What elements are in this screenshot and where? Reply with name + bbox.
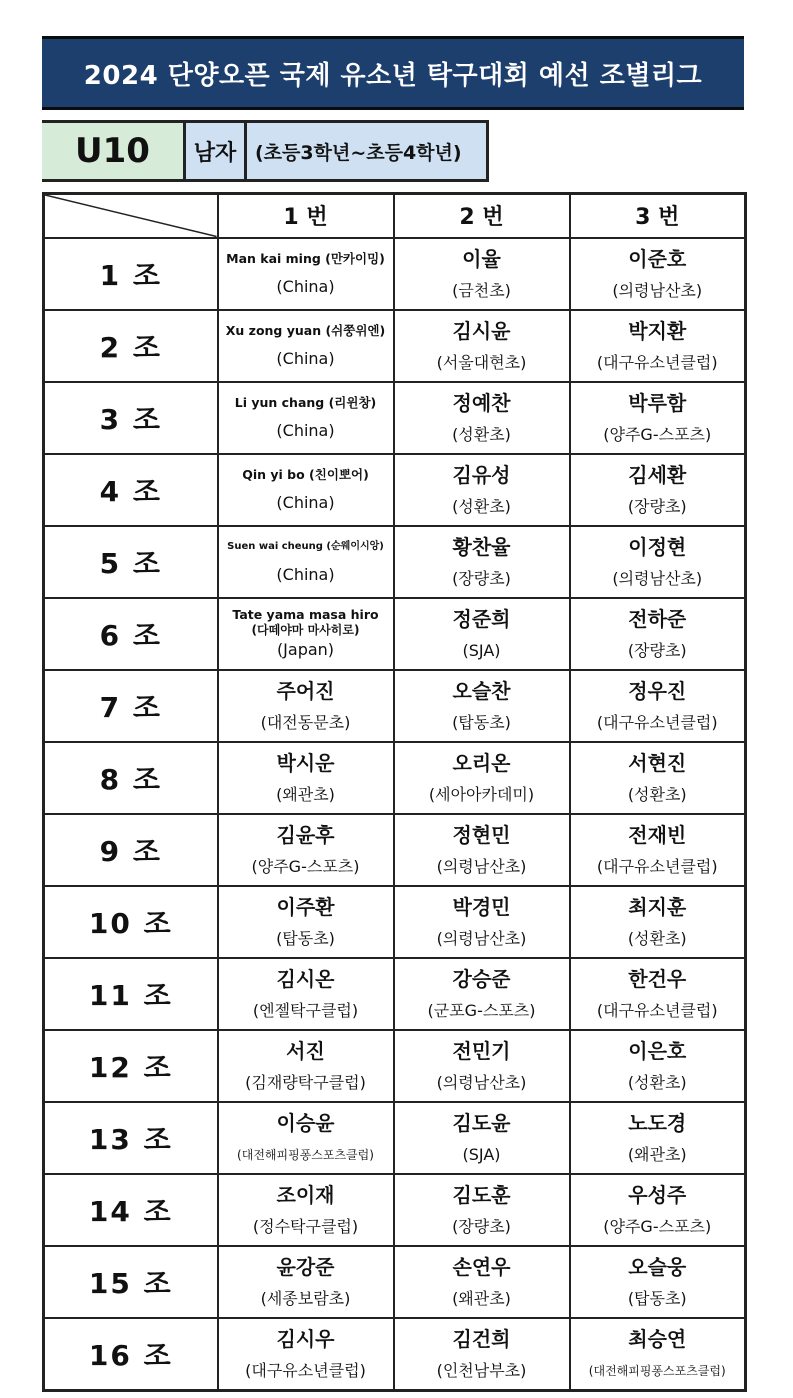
- player-name: 전민기: [452, 1038, 511, 1063]
- player-name: 오슬찬: [452, 678, 511, 703]
- player-cell: [570, 886, 746, 958]
- division-label: U10: [42, 120, 183, 182]
- group-label: 3 조: [44, 382, 218, 454]
- player-name: Li yun chang (리윈창): [234, 394, 377, 410]
- player-cell: [570, 598, 746, 670]
- player-cell: [218, 1318, 394, 1391]
- player-club: (탑동초): [276, 928, 335, 948]
- player-name: 주어진: [276, 678, 335, 703]
- player-name: 김유성: [452, 462, 511, 487]
- player-club: (세아아카데미): [428, 784, 535, 804]
- player-club: (의령남산초): [612, 280, 703, 300]
- player-cell: [570, 310, 746, 382]
- player-club: (의령남산초): [436, 856, 527, 876]
- player-club: (장량초): [627, 496, 687, 516]
- player-name: 이준호: [628, 246, 687, 271]
- group-row: [44, 1102, 746, 1174]
- player-cell: [394, 598, 570, 670]
- player-cell: [394, 1102, 570, 1174]
- group-row: [44, 958, 746, 1030]
- page-title: 2024 단양오픈 국제 유소년 탁구대회 예선 조별리그: [83, 60, 703, 91]
- group-row: [44, 814, 746, 886]
- player-club: (성환초): [627, 928, 687, 948]
- player-cell: [570, 1246, 746, 1318]
- player-club: (China): [276, 276, 335, 296]
- group-label: 7 조: [44, 670, 218, 742]
- player-cell: [218, 454, 394, 526]
- player-name: 손연우: [452, 1254, 511, 1279]
- player-name: 김윤후: [276, 822, 335, 847]
- player-club: (대전해피핑퐁스포츠클럽): [237, 1147, 374, 1162]
- player-name: 조이재: [276, 1182, 335, 1207]
- player-club: (군포G-스포츠): [427, 1000, 536, 1020]
- player-cell: [218, 958, 394, 1030]
- player-name: 이승윤: [276, 1110, 335, 1135]
- player-name: 김시온: [276, 966, 335, 991]
- player-cell: [218, 238, 394, 310]
- player-cell: [394, 1030, 570, 1102]
- player-name: 정현민: [452, 822, 511, 847]
- player-club: (SJA): [462, 1144, 501, 1164]
- group-row: [44, 598, 746, 670]
- group-label: 6 조: [44, 598, 218, 670]
- player-club: (성환초): [452, 424, 511, 444]
- player-name: Man kai ming (만카이밍): [226, 250, 385, 266]
- group-label: 11 조: [44, 958, 218, 1030]
- player-cell: [394, 742, 570, 814]
- player-cell: [394, 1318, 570, 1391]
- player-cell: [218, 1246, 394, 1318]
- player-cell: [570, 382, 746, 454]
- player-name: 서진: [286, 1038, 325, 1063]
- player-name: Xu zong yuan (쉬쭝위엔): [225, 322, 386, 338]
- player-cell: [570, 1102, 746, 1174]
- group-row: [44, 886, 746, 958]
- player-club: (대전동문초): [260, 712, 351, 732]
- group-row: [44, 1318, 746, 1391]
- group-label: 4 조: [44, 454, 218, 526]
- player-name: Tate yama masa hiro: [232, 607, 379, 622]
- group-row: [44, 1174, 746, 1246]
- group-row: [44, 382, 746, 454]
- player-cell: [218, 598, 394, 670]
- player-cell: [394, 1246, 570, 1318]
- player-name: 윤강준: [276, 1254, 335, 1279]
- player-club: (금천초): [452, 280, 511, 300]
- player-club: (성환초): [452, 496, 511, 516]
- group-label: 1 조: [44, 238, 218, 310]
- group-label: 13 조: [44, 1102, 218, 1174]
- player-cell: [570, 454, 746, 526]
- player-cell: [570, 1174, 746, 1246]
- player-club: (장량초): [452, 568, 511, 588]
- player-cell: [570, 742, 746, 814]
- player-cell: [570, 526, 746, 598]
- group-row: [44, 742, 746, 814]
- player-name: 노도경: [628, 1110, 687, 1135]
- player-club: (의령남산초): [436, 928, 527, 948]
- player-name: 오리온: [452, 750, 511, 775]
- player-name: 정예찬: [452, 390, 511, 415]
- player-cell: [570, 238, 746, 310]
- player-name: 김도훈: [452, 1182, 511, 1207]
- player-cell: [394, 238, 570, 310]
- player-cell: [394, 1174, 570, 1246]
- player-name: 김시윤: [452, 318, 511, 343]
- group-row: [44, 238, 746, 310]
- player-cell: [394, 526, 570, 598]
- player-club: (김재량탁구클럽): [245, 1072, 366, 1092]
- player-cell: [218, 1030, 394, 1102]
- player-cell: [570, 814, 746, 886]
- corner-diagonal-cell: [44, 194, 218, 238]
- player-club: (장량초): [627, 640, 687, 660]
- player-club: (Japan): [276, 640, 335, 659]
- player-club: (탑동초): [627, 1288, 687, 1308]
- group-row: [44, 670, 746, 742]
- player-name: 황찬율: [452, 534, 511, 559]
- player-club: (왜관초): [627, 1144, 687, 1164]
- player-club: (대구유소년클럽): [596, 352, 718, 372]
- player-cell: [570, 670, 746, 742]
- player-cell: [570, 958, 746, 1030]
- player-name: 이주환: [276, 894, 335, 919]
- category-row: [42, 120, 489, 182]
- table-header-row: [44, 194, 746, 238]
- group-label: 5 조: [44, 526, 218, 598]
- player-name: 정우진: [628, 678, 687, 703]
- player-club: (탑동초): [452, 712, 511, 732]
- player-club: (왜관초): [276, 784, 335, 804]
- group-label: 16 조: [44, 1318, 218, 1391]
- column-header-3: 3 번: [570, 194, 746, 238]
- group-label: 2 조: [44, 310, 218, 382]
- player-club: (엔젤탁구클럽): [252, 1000, 359, 1020]
- player-cell: [218, 886, 394, 958]
- title-banner: [42, 36, 744, 110]
- grade-range-label: (초등3학년~초등4학년): [247, 120, 489, 182]
- player-cell: [394, 310, 570, 382]
- player-name: 박경민: [452, 894, 511, 919]
- player-name: 박지환: [628, 318, 687, 343]
- player-club: (China): [276, 420, 335, 440]
- group-label: 10 조: [44, 886, 218, 958]
- player-name: 전하준: [628, 606, 687, 631]
- player-club: (SJA): [462, 640, 501, 660]
- player-name: Qin yi bo (친이뽀어): [242, 466, 369, 482]
- player-name: 김도윤: [452, 1110, 511, 1135]
- player-cell: [394, 814, 570, 886]
- group-label: 15 조: [44, 1246, 218, 1318]
- player-cell: [218, 1174, 394, 1246]
- player-club: (대구유소년클럽): [596, 712, 718, 732]
- player-name: 오슬웅: [628, 1254, 687, 1279]
- player-club: (대전해피핑퐁스포츠클럽): [588, 1363, 726, 1378]
- player-club: (양주G-스포츠): [603, 424, 712, 444]
- player-club: (양주G-스포츠): [603, 1216, 712, 1236]
- player-name: 박시운: [276, 750, 335, 775]
- player-name: 김건희: [452, 1326, 511, 1351]
- player-name: 이율: [462, 246, 501, 271]
- player-name: 김시우: [276, 1326, 335, 1351]
- player-name: 최승연: [628, 1326, 687, 1351]
- group-label: 9 조: [44, 814, 218, 886]
- player-club: (성환초): [627, 784, 687, 804]
- player-name: 이은호: [628, 1038, 687, 1063]
- group-row: [44, 526, 746, 598]
- player-cell: [394, 670, 570, 742]
- player-club: (China): [276, 564, 335, 584]
- player-club: (양주G-스포츠): [251, 856, 360, 876]
- player-cell: [218, 310, 394, 382]
- player-cell: [394, 886, 570, 958]
- player-cell: [218, 526, 394, 598]
- player-club: (의령남산초): [612, 568, 703, 588]
- player-club: (인천남부초): [436, 1360, 527, 1380]
- player-name: 박루함: [628, 390, 687, 415]
- player-cell: [570, 1318, 746, 1391]
- group-league-table: [42, 192, 747, 1392]
- player-cell: [218, 670, 394, 742]
- player-club: (China): [276, 348, 335, 368]
- group-label: 12 조: [44, 1030, 218, 1102]
- player-name: 서현진: [628, 750, 687, 775]
- player-name: 이정현: [628, 534, 687, 559]
- player-club: (대구유소년클럽): [596, 856, 718, 876]
- player-cell: [218, 814, 394, 886]
- player-name: 최지훈: [628, 894, 687, 919]
- player-cell: [218, 382, 394, 454]
- group-row: [44, 454, 746, 526]
- gender-label: 남자: [183, 120, 247, 182]
- player-club: (성환초): [627, 1072, 687, 1092]
- player-cell: [570, 1030, 746, 1102]
- player-club: (China): [276, 492, 335, 512]
- group-row: [44, 1246, 746, 1318]
- player-name: 전재빈: [628, 822, 687, 847]
- group-label: 8 조: [44, 742, 218, 814]
- player-cell: [394, 382, 570, 454]
- player-name: 강승준: [452, 966, 511, 991]
- group-row: [44, 310, 746, 382]
- player-name: 한건우: [628, 966, 687, 991]
- player-club: (정수탁구클럽): [252, 1216, 359, 1236]
- diagonal-line-icon: [45, 195, 217, 237]
- player-name: Suen wai cheung (순웨이시앙): [227, 540, 384, 552]
- player-club: (의령남산초): [436, 1072, 527, 1092]
- player-club: (장량초): [452, 1216, 511, 1236]
- player-club: (서울대현초): [436, 352, 527, 372]
- group-label: 14 조: [44, 1174, 218, 1246]
- player-club: (대구유소년클럽): [596, 1000, 718, 1020]
- player-cell: [394, 958, 570, 1030]
- column-header-1: 1 번: [218, 194, 394, 238]
- group-row: [44, 1030, 746, 1102]
- player-cell: [394, 454, 570, 526]
- player-name-secondary: (다떼야마 마사히로): [251, 623, 360, 637]
- column-header-2: 2 번: [394, 194, 570, 238]
- player-name: 김세환: [628, 462, 687, 487]
- player-name: 우성주: [628, 1182, 687, 1207]
- player-club: (세종보람초): [260, 1288, 351, 1308]
- player-club: (대구유소년클럽): [245, 1360, 366, 1380]
- player-name: 정준희: [452, 606, 511, 631]
- player-cell: [218, 742, 394, 814]
- player-club: (왜관초): [452, 1288, 511, 1308]
- player-cell: [218, 1102, 394, 1174]
